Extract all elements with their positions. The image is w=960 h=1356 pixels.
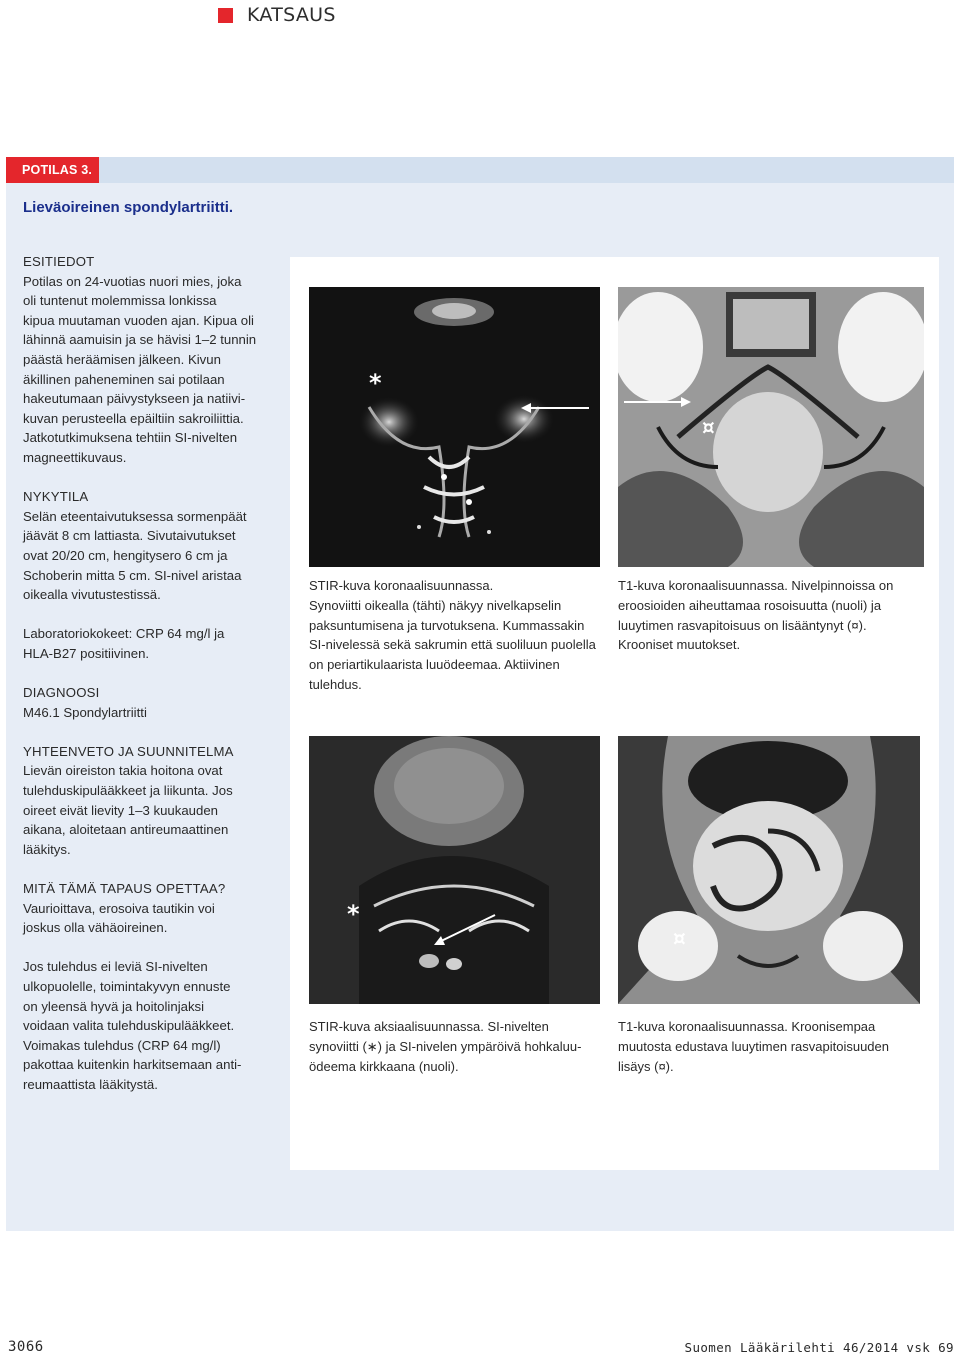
- esitiedot-section: [23, 252, 273, 468]
- lab-body: [23, 624, 273, 663]
- text-line: paksuntumisena ja turvotuksena. Kummassakin: [309, 617, 585, 633]
- caption-stir-coronal: [309, 576, 596, 695]
- case-title: Lieväoireinen spondylartriitti.: [23, 199, 234, 216]
- text-line: pakottaa kuitenkin harkitsemaan anti-: [23, 1057, 242, 1073]
- text-line: STIR-kuva aksiaalisuunnassa. SI-nivelten: [309, 1019, 549, 1034]
- text-line: lisäys (¤).: [618, 1058, 674, 1074]
- opettaa-section: [23, 879, 273, 938]
- diagnoosi-body: [23, 703, 273, 723]
- text-line: muutosta edustava luuytimen rasvapitoisuuden: [618, 1038, 889, 1054]
- yhteenveto-heading: YHTEENVETO JA SUUNNITELMA: [23, 743, 234, 759]
- currency-marker: ¤: [702, 415, 715, 439]
- currency-marker: ¤: [673, 926, 686, 950]
- text-line: magneettikuvaus.: [23, 449, 127, 465]
- text-line: Selän eteentaivutuksessa sormenpäät: [23, 508, 247, 524]
- nykytila-section: [23, 487, 273, 605]
- text-line: jäävät 8 cm lattiasta. Sivutaivutukset: [23, 528, 236, 544]
- asterisk-marker: *: [369, 369, 382, 397]
- text-line: SI-nivelessä sekä sakrumin että suoliluun puolella: [309, 637, 596, 653]
- mri-stir-coronal-graphic: [309, 287, 600, 567]
- text-line: luuytimen rasvapitoisuus on lisääntynyt (¤).: [618, 617, 867, 633]
- text-line: T1-kuva koronaalisuunnassa. Nivelpinnoissa on: [618, 578, 894, 593]
- section-header: [218, 4, 336, 26]
- text-line: Potilas on 24-vuotias nuori mies, joka: [23, 273, 242, 289]
- text-line: oireet eivät lievity 1–3 kuukauden: [23, 802, 219, 818]
- esitiedot-body: [23, 272, 273, 468]
- text-line: HLA-B27 positiivinen.: [23, 645, 150, 661]
- text-line: joskus olla vähäoireinen.: [23, 920, 168, 936]
- text-line: ödeema kirkkaana (nuoli).: [309, 1058, 459, 1074]
- text-line: tulehdus.: [309, 676, 362, 692]
- journal-info: Suomen Lääkärilehti 46/2014 vsk 69: [684, 1340, 954, 1355]
- text-line: ovat 20/20 cm, hengitysero 6 cm ja: [23, 547, 228, 563]
- asterisk-marker: *: [347, 900, 360, 928]
- text-line: T1-kuva koronaalisuunnassa. Kroonisempaa: [618, 1019, 876, 1034]
- text-line: synoviitti (∗) ja SI-nivelen ympäröivä hohkaluu-: [309, 1038, 582, 1054]
- text-line: Jos tulehdus ei leviä SI-nivelten: [23, 959, 208, 975]
- caption-t1-coronal: [618, 576, 893, 655]
- text-line: Schoberin mitta 5 cm. SI-nivel aristaa: [23, 567, 242, 583]
- text-line: Laboratoriokokeet: CRP 64 mg/l ja: [23, 626, 225, 642]
- text-line: Jatkotutkimuksena tehtiin SI-nivelten: [23, 430, 238, 446]
- opettaa-body: [23, 899, 273, 938]
- text-line: eroosioiden aiheuttamaa rosoisuutta (nuoli) ja: [618, 597, 882, 613]
- case-tab: POTILAS 3.: [6, 157, 99, 183]
- case-text-column: [23, 252, 273, 1114]
- text-line: ulkopuolelle, toimintakyvyn ennuste: [23, 978, 231, 994]
- text-line: M46.1 Spondylartriitti: [23, 704, 147, 720]
- text-line: päästä heräämisen jälkeen. Kivun: [23, 351, 221, 367]
- opettaa-heading: MITÄ TÄMÄ TAPAUS OPETTAA?: [23, 881, 226, 896]
- lab-section: [23, 624, 273, 663]
- ennuste-body: [23, 957, 273, 1094]
- esitiedot-heading: ESITIEDOT: [23, 254, 95, 269]
- mri-t1-coronal-chronic-graphic: [618, 736, 920, 1004]
- section-marker-icon: [218, 8, 233, 23]
- text-line: voidaan valita tulehduskipulääkkeet.: [23, 1018, 235, 1034]
- mri-image-stir-axial: [309, 736, 600, 1004]
- text-line: oikealla vivutustestissä.: [23, 587, 161, 603]
- case-tab-strip: [99, 157, 954, 183]
- text-line: lähinnä aamuisin ja se hävisi 1–2 tunnin: [23, 332, 257, 348]
- caption-t1-coronal-chronic: [618, 1017, 889, 1076]
- mri-image-t1-coronal-chronic: [618, 736, 920, 1004]
- text-line: Krooniset muutokset.: [618, 637, 741, 653]
- text-line: on periartikulaarista luuödeemaa. Aktiivinen: [309, 657, 560, 673]
- text-line: Lievän oireiston takia hoitona ovat: [23, 763, 223, 779]
- text-line: Synoviitti oikealla (tähti) näkyy nivelkapselin: [309, 597, 562, 613]
- text-line: oli tuntenut molemmissa lonkissa: [23, 293, 217, 309]
- yhteenveto-body: [23, 761, 273, 859]
- text-line: reumaattista lääkitystä.: [23, 1076, 158, 1092]
- text-line: Vaurioittava, erosoiva tautikin voi: [23, 900, 215, 916]
- mri-image-t1-coronal: [618, 287, 924, 567]
- text-line: kipua muutaman vuoden ajan. Kipua oli: [23, 312, 254, 328]
- section-title: KATSAUS: [247, 4, 336, 26]
- text-line: aikana, aloitetaan antireumaattinen: [23, 822, 229, 838]
- mri-stir-axial-graphic: [309, 736, 600, 1004]
- caption-stir-axial: [309, 1017, 581, 1076]
- mri-t1-coronal-graphic: [618, 287, 924, 567]
- text-line: hakeutumaan päivystykseen ja natiivi-: [23, 391, 246, 407]
- text-line: lääkitys.: [23, 841, 71, 857]
- diagnoosi-heading: DIAGNOOSI: [23, 685, 100, 701]
- nykytila-body: [23, 507, 273, 605]
- page-number: 3066: [8, 1339, 44, 1355]
- yhteenveto-section: [23, 742, 273, 860]
- text-line: äkillinen paheneminen sai potilaan: [23, 371, 225, 387]
- text-line: kuvan perusteella epäiltiin sakroiliittia.: [23, 410, 244, 426]
- diagnoosi-section: [23, 683, 273, 722]
- text-line: on yleensä hyvä ja hoitolinjaksi: [23, 998, 205, 1014]
- text-line: STIR-kuva koronaalisuunnassa.: [309, 578, 494, 593]
- text-line: tulehduskipulääkkeet ja liikunta. Jos: [23, 783, 233, 799]
- mri-image-stir-coronal: [309, 287, 600, 567]
- nykytila-heading: NYKYTILA: [23, 489, 89, 505]
- text-line: Voimakas tulehdus (CRP 64 mg/l): [23, 1037, 221, 1053]
- ennuste-section: [23, 957, 273, 1094]
